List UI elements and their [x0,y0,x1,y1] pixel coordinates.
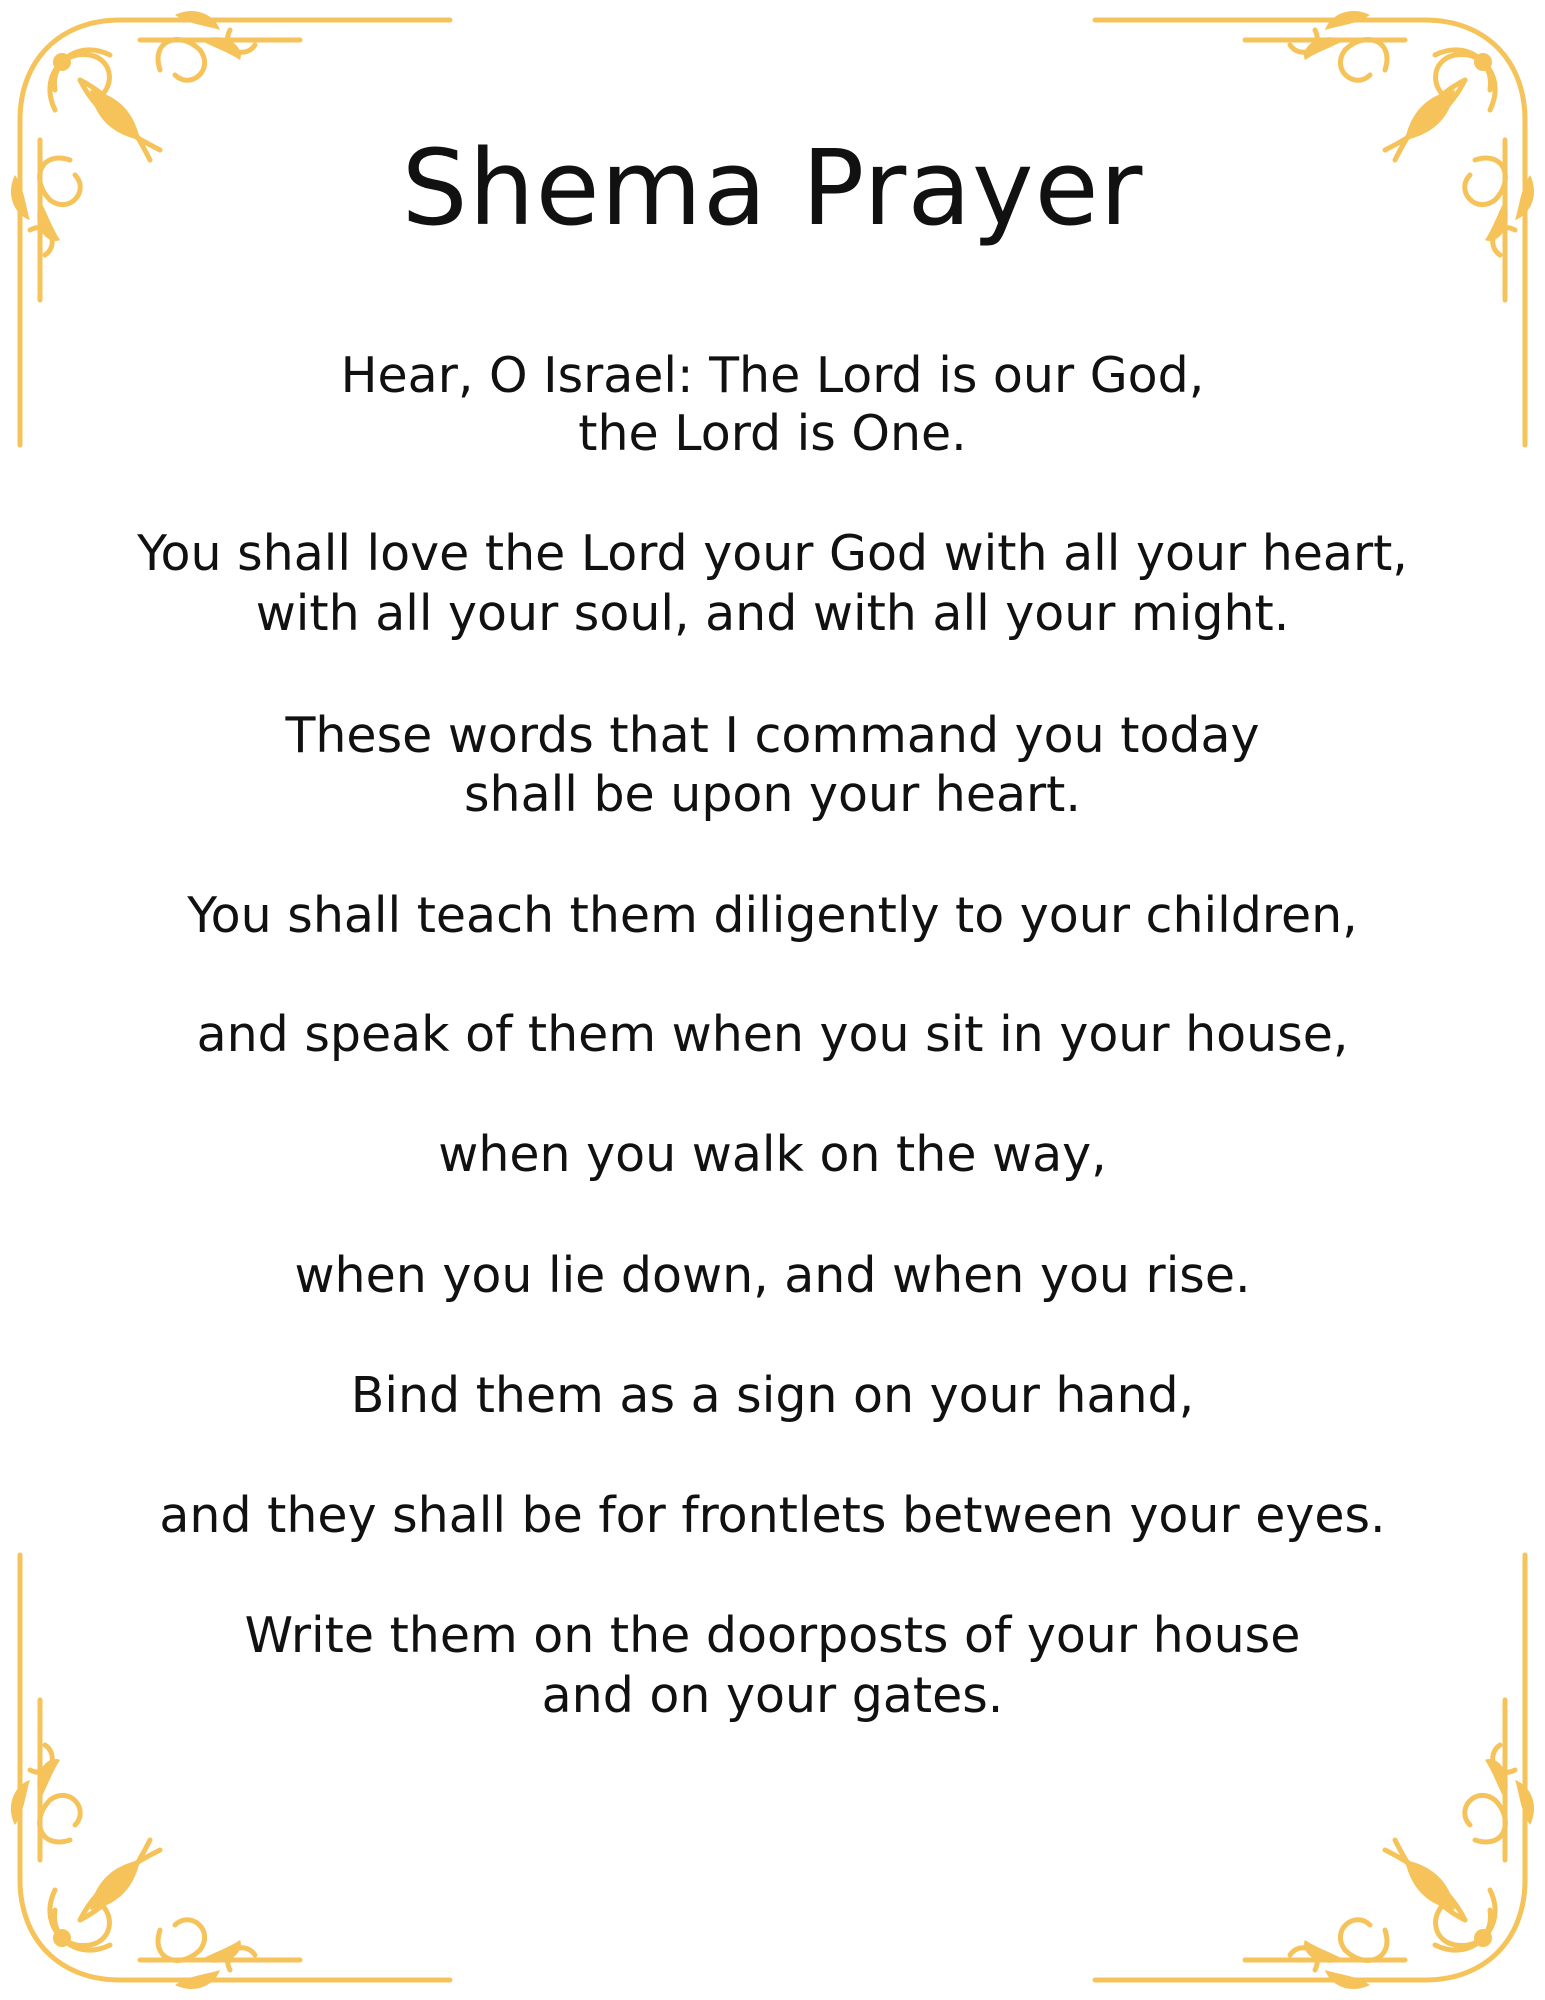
verse-line: Hear, O Israel: The Lord is our God, [340,347,1205,404]
page-title: Shema Prayer [401,127,1144,249]
verse-line: when you lie down, and when you rise. [294,1247,1251,1304]
verse-line: when you walk on the way, [438,1126,1107,1183]
verse-line: Bind them as a sign on your hand, [350,1367,1195,1424]
verse-line: These words that I command you today [285,707,1260,764]
verse-line: and on your gates. [541,1667,1004,1724]
verse-line: with all your soul, and with all your might. [255,585,1290,642]
verse-line: the Lord is One. [578,405,967,462]
verse-line: and speak of them when you sit in your house, [196,1006,1349,1063]
verse-line: You shall teach them diligently to your children, [187,887,1358,944]
verse-line: shall be upon your heart. [464,766,1081,823]
verse-line: and they shall be for frontlets between your eyes. [159,1487,1386,1544]
verse-line: Write them on the doorposts of your house [244,1607,1301,1664]
verse-line: You shall love the Lord your God with all your heart, [137,525,1408,582]
